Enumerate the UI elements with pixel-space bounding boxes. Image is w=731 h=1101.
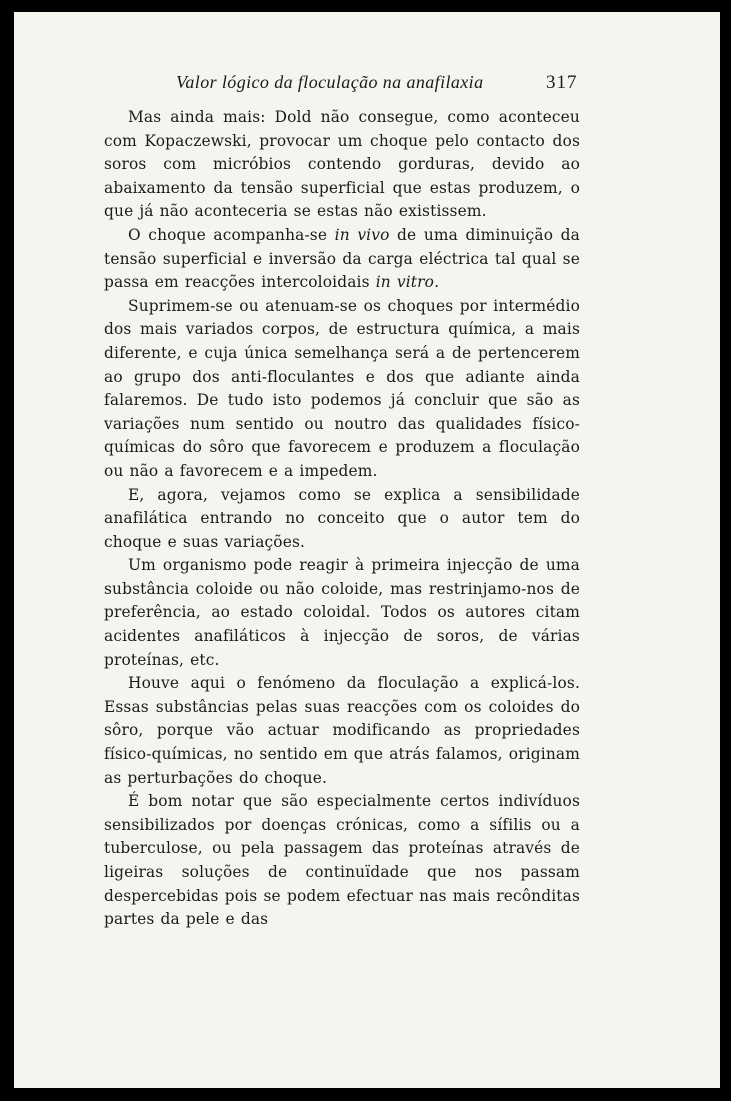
paragraph-1 — [104, 106, 580, 224]
latin-term-in-vivo: in vivo — [334, 225, 390, 244]
paragraph-4 — [104, 484, 580, 555]
paragraph-5 — [104, 554, 580, 672]
paragraph-text: Um organismo pode reagir à primeira injecção de uma substância coloide ou não coloide, mas restrinjamo-nos de preferência, ao estado coloidal. Todos os autores citam acidentes anafiláticos à injecção de soros, de várias proteínas, etc. — [104, 556, 580, 669]
book-page — [14, 12, 720, 1088]
paragraph-text: Suprimem-se ou atenuam-se os choques por intermédio dos mais variados corpos, de estructura química, a mais diferente, e cuja única semelhança será a de pertencerem ao grupo dos anti-floculantes e dos que adiante ainda falaremos. De tudo isto podemos já concluir que são as variações num sentido ou noutro das qualidades físico-químicas do sôro que favorecem e produzem a floculação ou não a favorecem e a impedem. — [104, 296, 580, 480]
running-title: Valor lógico da floculação na anafilaxia — [176, 72, 484, 92]
paragraph-text: É bom notar que são especialmente certos indivíduos sensibilizados por doenças crónicas, como a sífilis ou a tuberculose, ou pela passagem das proteínas através de ligeiras soluções de continuïdade que nos passam despercebidas pois se podem efectuar nas mais recônditas partes da pele e das — [104, 792, 580, 929]
paragraph-6 — [104, 672, 580, 790]
paragraph-text: O choque acompanha-se — [128, 225, 335, 244]
paragraph-text: Mas ainda mais: Dold não consegue, como aconteceu com Kopaczewski, provocar um choque pelo contacto dos soros com micróbios contendo gorduras, devido ao abaixamento da tensão superficial que estas produzem, o que já não aconteceria se estas não existissem. — [104, 108, 580, 221]
latin-term-in-vitro: in vitro — [375, 273, 435, 292]
paragraph-text: Houve aqui o fenómeno da floculação a explicá-los. Essas substâncias pelas suas reacções com os coloides do sôro, porque vão actuar modificando as propriedades físico-químicas, no sentido em que atrás falamos, originam as perturbações do choque. — [104, 674, 580, 787]
paragraph-text: . — [434, 273, 440, 292]
paragraph-7 — [104, 790, 580, 932]
page-number: 317 — [546, 72, 578, 93]
paragraph-2 — [104, 224, 580, 295]
paragraph-3 — [104, 295, 580, 484]
paragraph-text: E, agora, vejamos como se explica a sensibilidade anafilática entrando no conceito que o autor tem do choque e suas variações. — [104, 485, 580, 551]
body-text — [104, 106, 580, 932]
paragraph-text: de uma diminuição da tensão superficial e inversão da carga eléctrica tal qual se passa em reacções intercoloidais — [104, 225, 580, 292]
